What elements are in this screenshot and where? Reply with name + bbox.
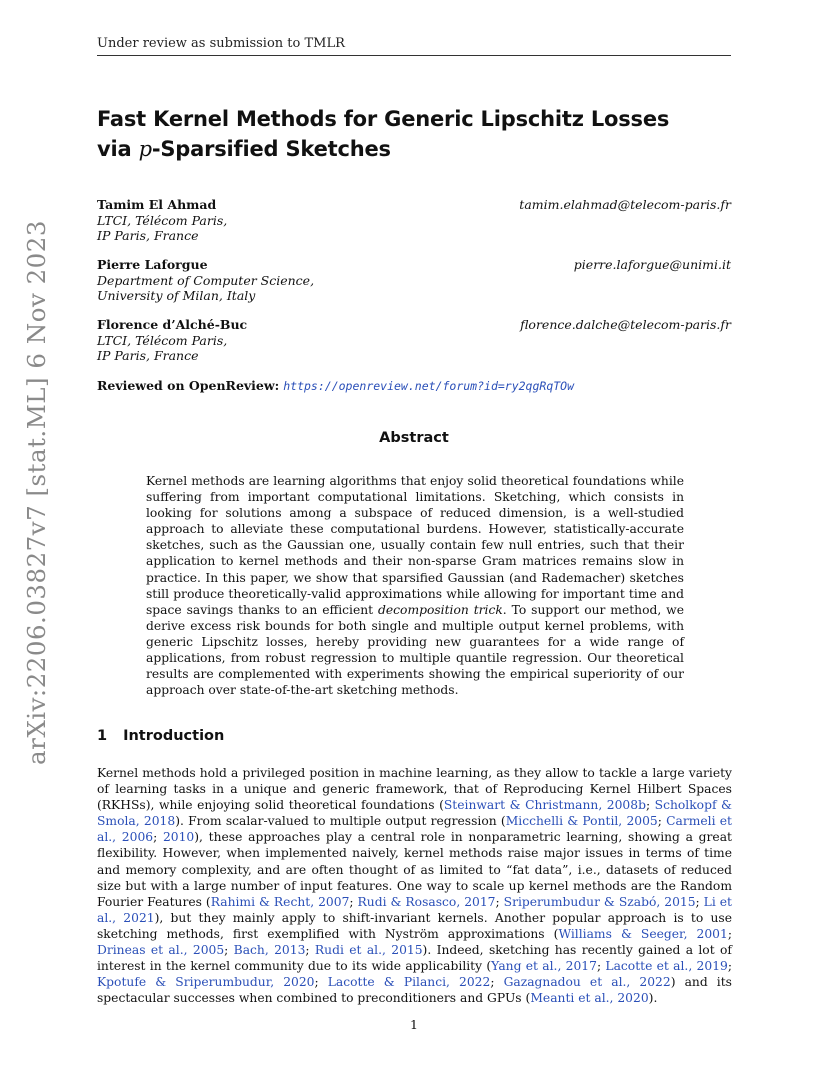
citation-link[interactable]: Li et al., 2021 [97, 894, 732, 925]
citation-link[interactable]: Scholkopf & Smola, 2018 [97, 798, 732, 829]
title-symbol-p: p [138, 137, 152, 161]
page-number: 1 [410, 1017, 418, 1032]
introduction-text: Kernel methods hold a privileged position in machine learning, as they allow to tackle a large variety of learning tasks in a unique and generic framework, that of Reproducing Kernel Hilbert Spaces (RKHSs), while enjoying solid theoretical foundations ( [97, 766, 732, 813]
abstract-text [146, 473, 684, 698]
citation-link[interactable]: Carmeli et al., 2006 [97, 814, 732, 845]
author-affiliation: University of Milan, Italy [97, 288, 256, 303]
author-affiliation: LTCI, Télécom Paris, [97, 212, 228, 228]
abstract-text-part: Kernel methods are learning algorithms that enjoy solid theoretical foundations while suffering from important computational limitations. Sketching, which consists in looking for solutions among a subspace of reduced dimension, is a well-studied approach to alleviate these computational burdens. However, statistically-accurate sketches, such as the Gaussian one, usually contain few null entries, such that their application to kernel methods and their non-sparse Gram matrices remains slow in practice. In this paper, we show that sparsified Gaussian (and Rademacher) sketches still produce theoretically-valid approximations while allowing for important time and space savings thanks to an efficient [146, 474, 684, 617]
introduction-text: ). [648, 991, 658, 1006]
citation-link[interactable]: Meanti et al., 2020 [530, 991, 649, 1006]
paper-title [97, 104, 737, 164]
introduction-text: ), these approaches play a central role in nonparametric learning, showing a great flexibility. However, when implemented naively, kernel methods raise major issues in terms of time and memory complexity, and are often thought of as limited to “fat data”, i.e., datasets of reduced size but with a large number of input features. One way to scale up kernel methods are the Random Fourier Features ( [97, 830, 732, 909]
author-affiliation: Department of Computer Science, [97, 272, 315, 288]
introduction-text: ; [305, 943, 315, 958]
author-affiliation: LTCI, Télécom Paris, [97, 332, 228, 348]
title-line-2-rest: -Sparsified Sketches [151, 137, 391, 161]
introduction-text: ; [695, 894, 704, 909]
abstract-heading: Abstract [379, 430, 449, 446]
introduction-text: ; [657, 814, 667, 829]
abstract-text-part: . To support our method, we derive excess risk bounds for both single and multiple output kernel problems, with generic Lipschitz losses, hereby providing new guarantees for a wide range of applications, from robust regression to multiple quantile regression. Our theoretical results are complemented with experiments showing the empirical superiority of our approach over state-of-the-art sketching methods. [146, 602, 684, 698]
openreview-line [97, 378, 574, 393]
introduction-text: ). From scalar-valued to multiple output regression ( [175, 814, 506, 829]
introduction-text: ; [153, 830, 163, 845]
author-affiliation: IP Paris, France [97, 348, 199, 363]
introduction-text: ), but they mainly apply to shift-invariant kernels. Another popular approach is to use sketching methods, first exemplified with Nyström approximations ( [97, 910, 732, 941]
citation-link[interactable]: Rudi & Rosasco, 2017 [357, 894, 496, 909]
citation-link[interactable]: Gazagnadou et al., 2022 [503, 975, 671, 990]
section-title: Introduction [123, 728, 225, 744]
introduction-text: ; [727, 959, 732, 974]
title-line-2 [97, 134, 737, 164]
author-email[interactable]: florence.dalche@telecom-paris.fr [520, 317, 731, 332]
author-block-3 [97, 317, 731, 364]
arxiv-identifier-stamp: arXiv:2206.03827v7 [stat.ML] 6 Nov 2023 [22, 220, 51, 765]
introduction-text: ; [596, 959, 606, 974]
title-line-2-prefix: via [97, 137, 139, 161]
section-heading-introduction [97, 728, 224, 744]
author-email[interactable]: pierre.laforgue@unimi.it [573, 257, 731, 272]
author-email[interactable]: tamim.elahmad@telecom-paris.fr [519, 197, 731, 212]
introduction-text: ; [314, 975, 328, 990]
citation-link[interactable]: Sriperumbudur & Szabó, 2015 [503, 894, 696, 909]
openreview-link[interactable]: https://openreview.net/forum?id=ry2qgRqTOw [283, 379, 575, 393]
author-name: Tamim El Ahmad [97, 197, 217, 212]
citation-link[interactable]: Lacotte et al., 2019 [605, 959, 728, 974]
introduction-text: ) and its spectacular successes when combined to preconditioners and GPUs ( [97, 975, 732, 1006]
citation-link[interactable]: Williams & Seeger, 2001 [558, 926, 728, 941]
citation-link[interactable]: Drineas et al., 2005 [97, 943, 225, 958]
title-line-1: Fast Kernel Methods for Generic Lipschitz Losses [97, 107, 670, 131]
introduction-text: ; [224, 943, 234, 958]
introduction-text: ; [495, 894, 504, 909]
citation-link[interactable]: Bach, 2013 [233, 943, 306, 958]
author-affiliation: IP Paris, France [97, 228, 199, 243]
citation-link[interactable]: Rudi et al., 2015 [314, 943, 423, 958]
citation-link[interactable]: Kpotufe & Sriperumbudur, 2020 [97, 975, 315, 990]
author-name: Pierre Laforgue [97, 257, 208, 272]
citation-link[interactable]: Steinwart & Christmann, 2008b [443, 798, 646, 813]
citation-link[interactable]: 2010 [162, 830, 195, 845]
citation-link[interactable]: Yang et al., 2017 [491, 959, 597, 974]
running-header: Under review as submission to TMLR [97, 36, 731, 56]
introduction-text: ; [727, 926, 732, 941]
introduction-text: ; [349, 894, 358, 909]
author-block-1 [97, 197, 731, 244]
citation-link[interactable]: Micchelli & Pontil, 2005 [505, 814, 658, 829]
abstract-emphasis: decomposition trick [378, 602, 503, 617]
introduction-text: ; [645, 798, 655, 813]
introduction-text: ; [490, 975, 504, 990]
section-number: 1 [97, 728, 108, 744]
author-block-2 [97, 257, 731, 304]
citation-link[interactable]: Lacotte & Pilanci, 2022 [327, 975, 491, 990]
introduction-text: ). Indeed, sketching has recently gained a lot of interest in the kernel community due to its wide applicability ( [97, 943, 732, 974]
introduction-paragraph [97, 765, 732, 1006]
citation-link[interactable]: Rahimi & Recht, 2007 [210, 894, 350, 909]
openreview-label: Reviewed on OpenReview: [97, 378, 280, 393]
author-name: Florence d’Alché-Buc [97, 317, 248, 332]
